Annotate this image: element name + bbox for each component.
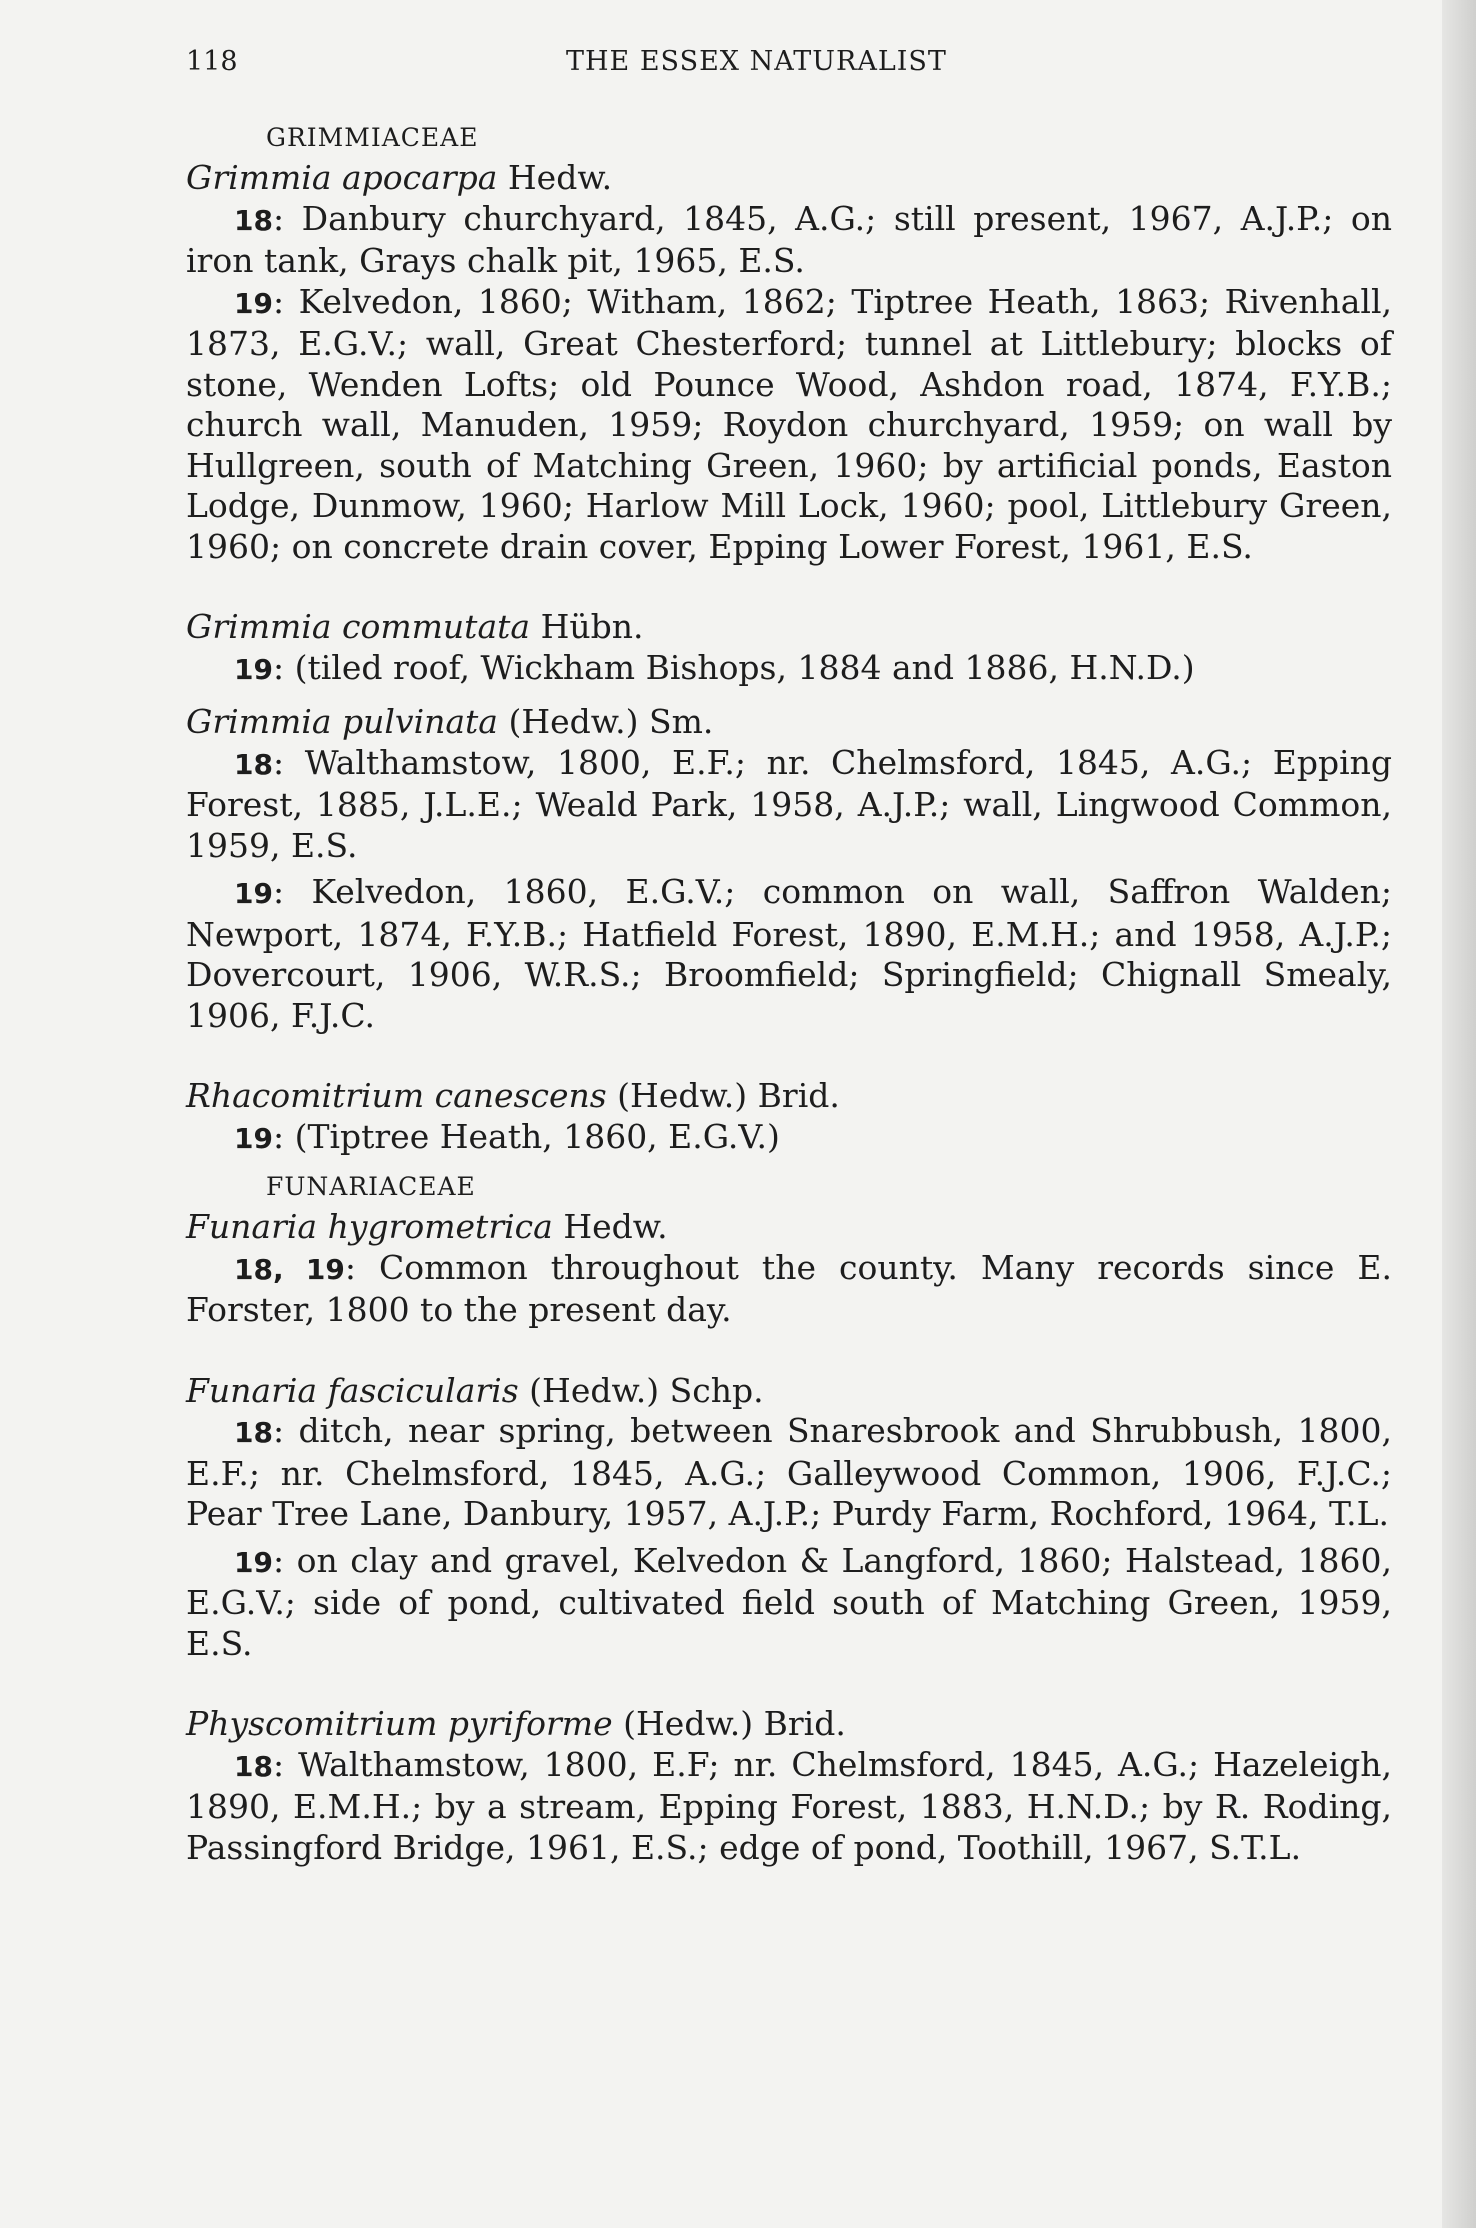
record: 19: Kelvedon, 1860; Witham, 1862; Tiptree Heath, 1863; Rivenhall, 1873, E.G.V.; wall, Great Chesterford; tunnel at Littlebury; blocks of stone, Wenden Lofts; old Pounce Wood, Ashdon road, 1874, F.Y.B.; church wall, Manuden, 1959; Roydon churchyard, 1959; on wall by Hullgreen, south of Matching Green, 1960; by artificial ponds, Easton Lodge, Dunmow, 1960; Harlow Mill Lock, 1960; pool, Littlebury Green, 1960; on concrete drain cover, Epping Lower Forest, 1961, E.S. bbox=[186, 281, 1392, 566]
species-authority: (Hedw.) Brid. bbox=[617, 1076, 840, 1115]
vice-county-number: 18 bbox=[234, 747, 273, 781]
record: 18, 19: Common throughout the county. Many records since E. Forster, 1800 to the present day. bbox=[186, 1247, 1393, 1329]
species-entry bbox=[186, 702, 1392, 1036]
record-text: ditch, near spring, between Snaresbrook and Shrubbush, 1800, E.F.; nr. Chelmsford, 1845, A.G.; Galleywood Common, 1906, F.J.C.; Pear Tree Lane, Danbury, 1957, A.J.P.; Purdy Farm, Rochford, 1964, T.L. bbox=[186, 1411, 1392, 1533]
species-name: Funaria hygrometrica bbox=[186, 1207, 553, 1246]
species-authority: Hübn. bbox=[540, 607, 644, 646]
species-authority: (Hedw.) Brid. bbox=[623, 1704, 846, 1743]
species-entry bbox=[186, 158, 1392, 567]
record-text: (tiled roof, Wickham Bishops, 1884 and 1886, H.N.D.) bbox=[294, 647, 1195, 687]
vice-county-number: 19 bbox=[234, 1121, 273, 1155]
record: 19: (Tiptree Heath, 1860, E.G.V.) bbox=[234, 1116, 780, 1156]
page-number: 118 bbox=[186, 46, 238, 77]
species-heading bbox=[186, 158, 1392, 199]
record-text: Kelvedon, 1860; Witham, 1862; Tiptree Heath, 1863; Rivenhall, 1873, E.G.V.; wall, Great Chesterford; tunnel at Littlebury; blocks of stone, Wenden Lofts; old Pounce Wood, Ashdon road, 1874, F.Y.B.; church wall, Manuden, 1959; Roydon churchyard, 1959; on wall by Hullgreen, south of Matching Green, 1960; by artificial ponds, Easton Lodge, Dunmow, 1960; Harlow Mill Lock, 1960; pool, Littlebury Green, 1960; on concrete drain cover, Epping Lower Forest, 1961, E.S. bbox=[186, 281, 1392, 566]
species-entry bbox=[186, 1207, 1392, 1331]
species-heading bbox=[186, 1076, 1392, 1117]
vice-county-number: 18 bbox=[234, 203, 273, 237]
record: 19: Kelvedon, 1860, E.G.V.; common on wall, Saffron Walden; Newport, 1874, F.Y.B.; Hatfield Forest, 1890, E.M.H.; and 1958, A.J.P.; Dovercourt, 1906, W.R.S.; Broomfield; Springfield; Chignall Smealy, 1906, F.J.C. bbox=[186, 872, 1392, 1035]
record: 19: (tiled roof, Wickham Bishops, 1884 and 1886, H.N.D.) bbox=[234, 647, 1195, 687]
species-entry bbox=[186, 607, 1392, 690]
species-name: Grimmia apocarpa bbox=[186, 158, 498, 197]
species-heading bbox=[186, 1704, 1392, 1745]
record: 18: Walthamstow, 1800, E.F; nr. Chelmsford, 1845, A.G.; Hazeleigh, 1890, E.M.H.; by a stream, Epping Forest, 1883, H.N.D.; by R. Roding, Passingford Bridge, 1961, E.S.; edge of pond, Toothill, 1967, S.T.L. bbox=[186, 1744, 1392, 1867]
vice-county-number: 18 bbox=[234, 1416, 273, 1449]
vice-county-number: 19 bbox=[234, 1545, 273, 1579]
record-text: Walthamstow, 1800, E.F; nr. Chelmsford, 1845, A.G.; Hazeleigh, 1890, E.M.H.; by a stream, Epping Forest, 1883, H.N.D.; by R. Roding, Passingford Bridge, 1961, E.S.; edge of pond, Toothill, 1967, S.T.L. bbox=[186, 1744, 1392, 1867]
vice-county-number: 18, 19 bbox=[234, 1252, 345, 1286]
record-text: Danbury churchyard, 1845, A.G.; still present, 1967, A.J.P.; on iron tank, Grays chalk pit, 1965, E.S. bbox=[186, 198, 1392, 280]
page-content bbox=[186, 118, 1392, 1868]
vice-county-number: 19 bbox=[234, 877, 273, 910]
species-name: Rhacomitrium canescens bbox=[186, 1076, 607, 1115]
species-entry bbox=[186, 1704, 1392, 1868]
record: 18: ditch, near spring, between Snaresbrook and Shrubbush, 1800, E.F.; nr. Chelmsford, 1845, A.G.; Galleywood Common, 1906, F.J.C.; Pear Tree Lane, Danbury, 1957, A.J.P.; Purdy Farm, Rochford, 1964, T.L. bbox=[186, 1411, 1392, 1533]
family-heading: FUNARIACEAE bbox=[266, 1172, 476, 1201]
vice-county-number: 18 bbox=[234, 1749, 273, 1783]
record: 19: on clay and gravel, Kelvedon & Langford, 1860; Halstead, 1860, E.G.V.; side of pond, cultivated field south of Matching Green, 1959, E.S. bbox=[186, 1540, 1393, 1663]
record-text: Walthamstow, 1800, E.F.; nr. Chelmsford, 1845, A.G.; Epping Forest, 1885, J.L.E.; Weald Park, 1958, A.J.P.; wall, Lingwood Common, 1959, E.S. bbox=[186, 742, 1393, 865]
running-header bbox=[186, 46, 1392, 86]
record-text: Common throughout the county. Many records since E. Forster, 1800 to the present day. bbox=[186, 1247, 1393, 1329]
record-text: on clay and gravel, Kelvedon & Langford, 1860; Halstead, 1860, E.G.V.; side of pond, cultivated field south of Matching Green, 1959, E.S. bbox=[186, 1540, 1393, 1663]
species-heading bbox=[186, 1207, 1392, 1248]
species-entry bbox=[186, 1371, 1392, 1665]
family-heading: GRIMMIACEAE bbox=[266, 123, 479, 152]
species-name: Physcomitrium pyriforme bbox=[186, 1704, 613, 1743]
record-text: Kelvedon, 1860, E.G.V.; common on wall, Saffron Walden; Newport, 1874, F.Y.B.; Hatfield Forest, 1890, E.M.H.; and 1958, A.J.P.; Dovercourt, 1906, W.R.S.; Broomfield; Springfield; Chignall Smealy, 1906, F.J.C. bbox=[186, 872, 1392, 1035]
species-authority: (Hedw.) Sm. bbox=[508, 702, 714, 741]
record: 18: Danbury churchyard, 1845, A.G.; still present, 1967, A.J.P.; on iron tank, Grays chalk pit, 1965, E.S. bbox=[186, 198, 1392, 280]
vice-county-number: 19 bbox=[234, 652, 273, 686]
species-authority: (Hedw.) Schp. bbox=[529, 1370, 764, 1410]
running-title: THE ESSEX NATURALIST bbox=[566, 46, 947, 77]
record-text: (Tiptree Heath, 1860, E.G.V.) bbox=[294, 1116, 780, 1156]
vice-county-number: 19 bbox=[234, 286, 273, 320]
species-authority: Hedw. bbox=[507, 158, 613, 197]
species-authority: Hedw. bbox=[563, 1207, 668, 1246]
species-name: Grimmia pulvinata bbox=[186, 702, 498, 741]
species-name: Funaria fascicularis bbox=[186, 1370, 519, 1410]
species-heading bbox=[186, 702, 1392, 743]
species-name: Grimmia commutata bbox=[186, 607, 531, 646]
record: 18: Walthamstow, 1800, E.F.; nr. Chelmsford, 1845, A.G.; Epping Forest, 1885, J.L.E.; Weald Park, 1958, A.J.P.; wall, Lingwood Common, 1959, E.S. bbox=[186, 742, 1393, 865]
species-entry bbox=[186, 1076, 1392, 1159]
page-edge-shadow bbox=[1442, 0, 1476, 2228]
species-heading bbox=[186, 1371, 1392, 1412]
species-heading bbox=[186, 607, 1392, 648]
